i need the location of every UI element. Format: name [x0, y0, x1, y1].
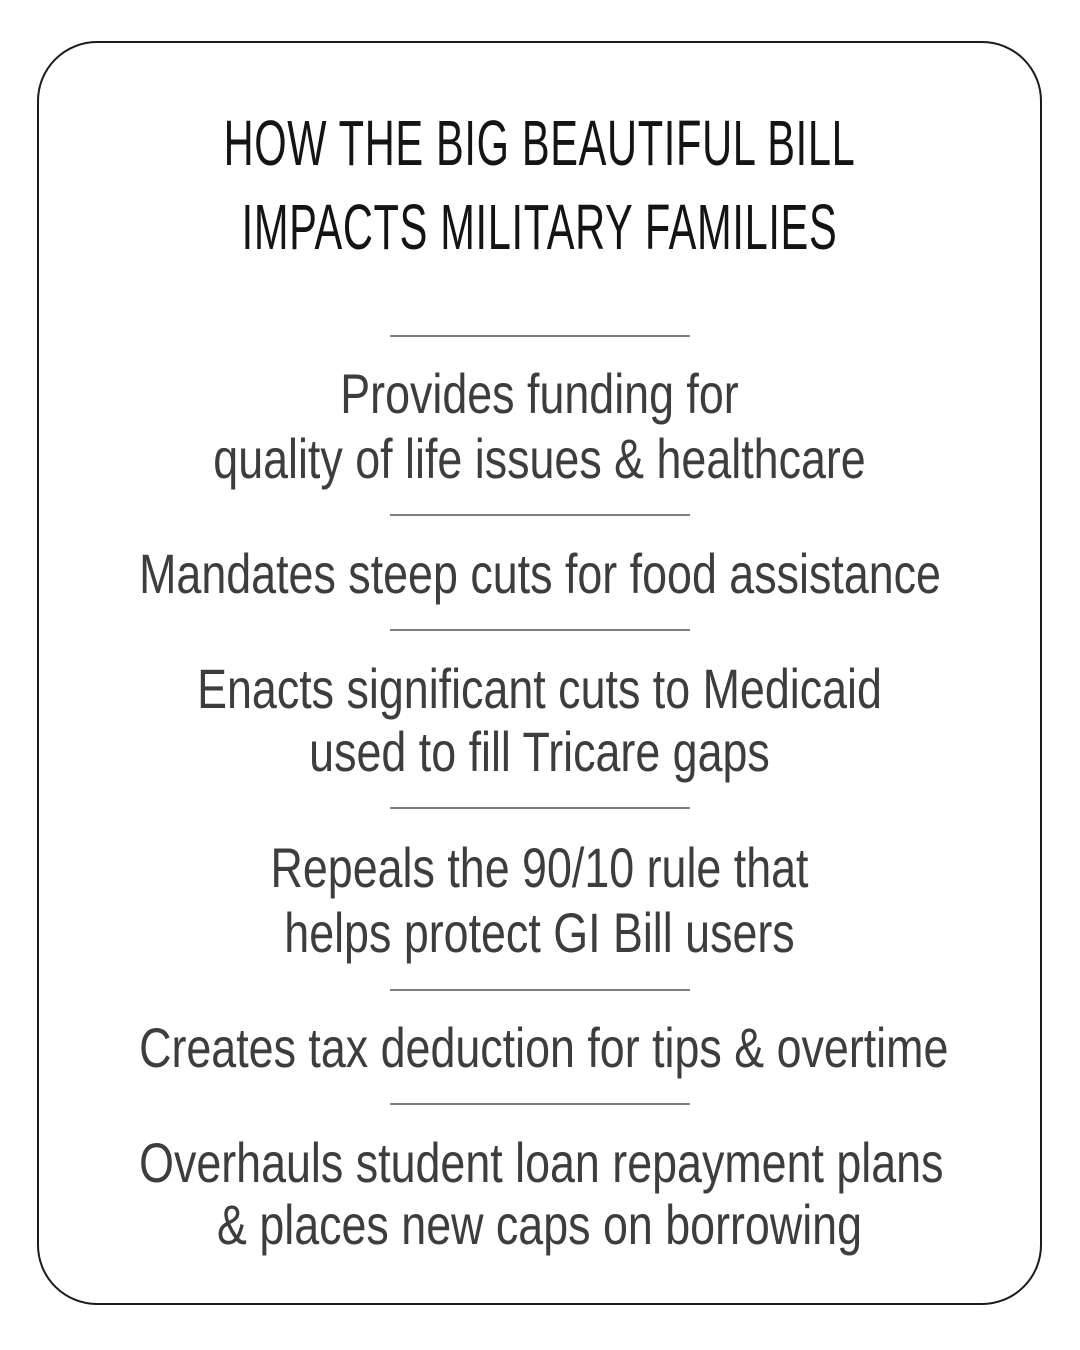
title-line-2: IMPACTS MILITARY FAMILIES [241, 191, 838, 263]
title-line-1: HOW THE BIG BEAUTIFUL BILL [223, 107, 856, 179]
infographic-card [37, 41, 1042, 1305]
item-tax-deduction-line-1: Creates tax deduction for tips & overtime [139, 1016, 949, 1079]
item-student-loans-line-2: & places new caps on borrowing [217, 1193, 862, 1256]
divider [390, 629, 690, 631]
divider [390, 335, 690, 337]
item-medicaid-line-2: used to fill Tricare gaps [309, 720, 770, 783]
item-gi-bill-line-2: helps protect GI Bill users [284, 901, 795, 964]
divider [390, 1103, 690, 1105]
item-medicaid-line-1: Enacts significant cuts to Medicaid [197, 657, 882, 720]
item-student-loans-line-1: Overhauls student loan repayment plans [139, 1131, 944, 1194]
item-food-assistance-line-1: Mandates steep cuts for food assistance [139, 542, 941, 605]
item-funding-line-2: quality of life issues & healthcare [213, 427, 866, 490]
divider [390, 807, 690, 809]
card-content [39, 43, 1040, 1303]
divider [390, 514, 690, 516]
item-funding-line-1: Provides funding for [340, 362, 739, 425]
item-gi-bill-line-1: Repeals the 90/10 rule that [270, 836, 809, 899]
divider [390, 989, 690, 991]
